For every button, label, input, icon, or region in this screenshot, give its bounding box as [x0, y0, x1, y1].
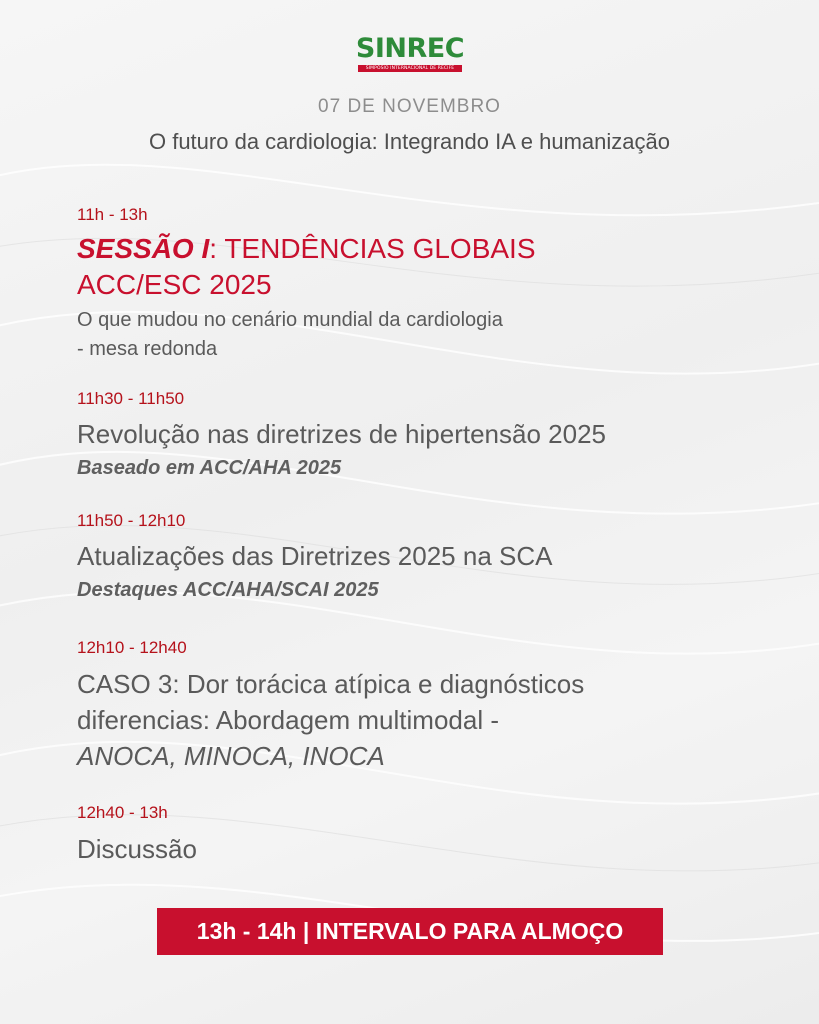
item-title: Discussão: [77, 834, 197, 864]
session-label: SESSÃO I: [77, 233, 210, 264]
sinrec-logo: [348, 34, 472, 76]
item-time: 11h30 - 11h50: [77, 389, 185, 408]
item-subtitle: Baseado em ACC/AHA 2025: [77, 457, 342, 479]
event-date: 07 DE NOVEMBRO: [318, 96, 501, 117]
session-title-rest: : TENDÊNCIAS GLOBAIS: [209, 233, 536, 264]
item-title: Atualizações das Diretrizes 2025 na SCA: [77, 541, 553, 571]
item-subtitle: Destaques ACC/AHA/SCAI 2025: [77, 579, 379, 601]
logo-wordmark: SINREC: [355, 33, 465, 64]
item-time: 11h50 - 12h10: [77, 511, 186, 530]
agenda-item: [77, 638, 777, 774]
session-block: [77, 205, 777, 364]
logo-tagline: SIMPÓSIO INTERNACIONAL DE RECIFE: [358, 65, 462, 72]
agenda-item: [77, 389, 777, 482]
item-title-line1: CASO 3: Dor torácica atípica e diagnósticos: [77, 669, 585, 699]
item-time: 12h40 - 13h: [77, 803, 168, 822]
item-time: 12h10 - 12h40: [77, 638, 187, 657]
session-time: 11h - 13h: [77, 205, 148, 224]
agenda-item: [77, 511, 777, 604]
session-description-line2: - mesa redonda: [77, 338, 218, 360]
session-title-line2: ACC/ESC 2025: [77, 269, 272, 300]
agenda-item: [77, 803, 777, 867]
lunch-break-banner: 13h - 14h | INTERVALO PARA ALMOÇO: [157, 908, 663, 955]
event-subtitle: O futuro da cardiologia: Integrando IA e humanização: [148, 129, 670, 154]
item-title-line2: diferencias: Abordagem multimodal -: [77, 705, 499, 735]
item-title-line3: ANOCA, MINOCA, INOCA: [77, 741, 385, 771]
session-description-line1: O que mudou no cenário mundial da cardiologia: [77, 309, 503, 331]
item-title: Revolução nas diretrizes de hipertensão 2025: [77, 419, 607, 449]
session-title: [77, 231, 777, 267]
